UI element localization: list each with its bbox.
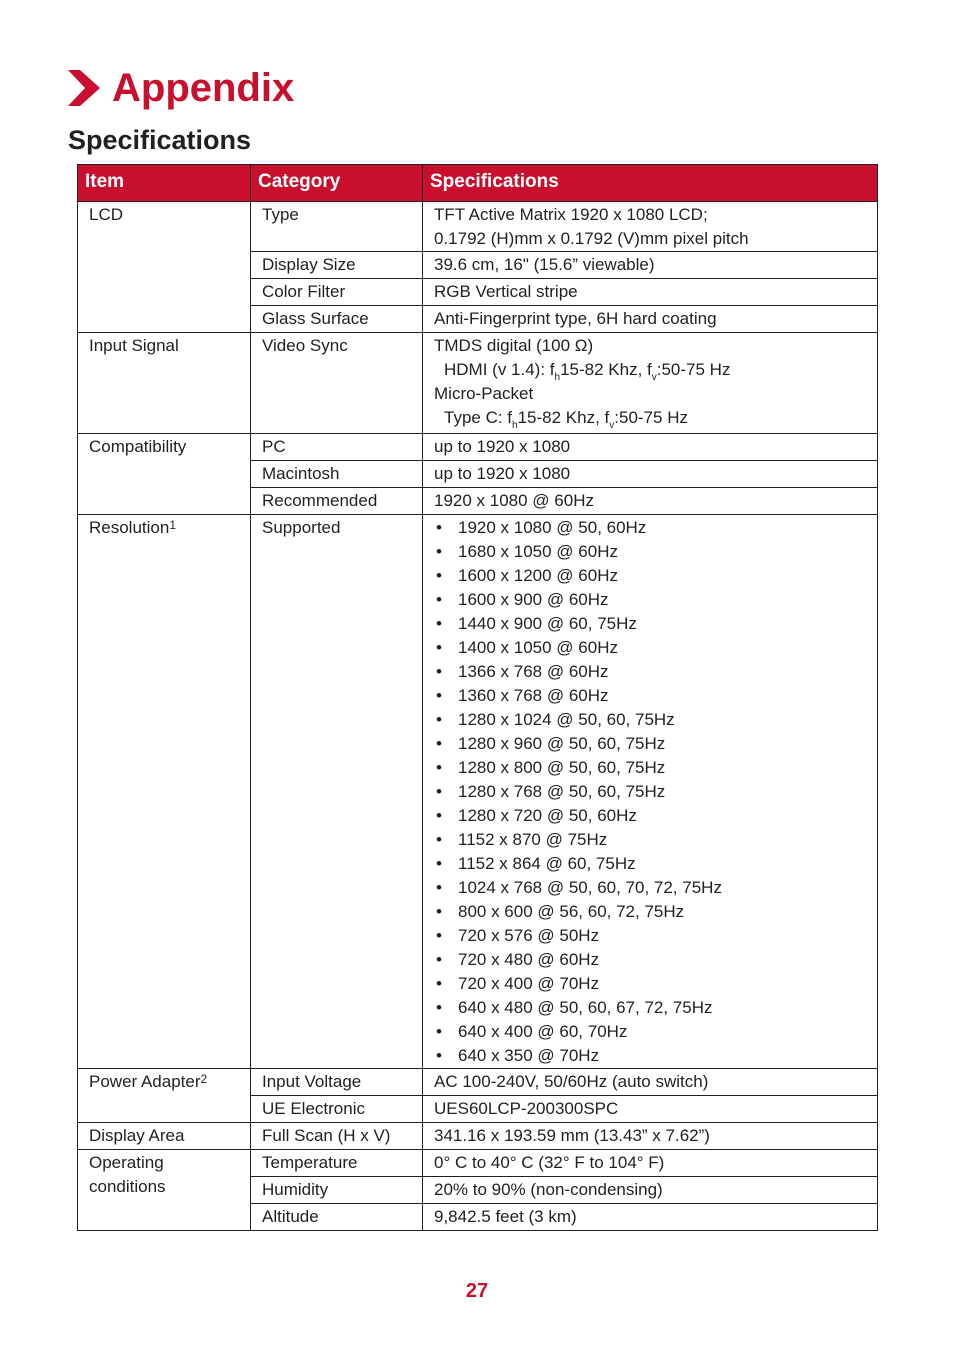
category-cell: Display Size xyxy=(251,252,423,279)
list-item: • 640 x 480 @ 50, 60, 67, 72, 75Hz xyxy=(434,996,869,1020)
spec-cell xyxy=(423,515,878,1069)
list-item: • 720 x 400 @ 70Hz xyxy=(434,972,869,996)
spec-cell: RGB Vertical stripe xyxy=(423,279,878,306)
category-cell: Full Scan (H x V) xyxy=(251,1123,423,1150)
type-c-line: Type C: $f_h15-82$ Khz, $f_v:50-75$ Hz xyxy=(444,408,688,431)
spec-line: 0.1792 (H)mm x 0.1792 (V)mm pixel pitch xyxy=(434,229,749,248)
list-item: • 1920 x 1080 @ 50, 60Hz xyxy=(434,516,869,540)
category-cell: UE Electronic xyxy=(251,1096,423,1123)
list-item: • 1360 x 768 @ 60Hz xyxy=(434,684,869,708)
list-item: • 640 x 400 @ 60, 70Hz xyxy=(434,1020,869,1044)
spec-cell xyxy=(423,333,878,434)
spec-cell: 341.16 x 193.59 mm (13.43” x 7.62”) xyxy=(423,1123,878,1150)
spec-cell: 9,842.5 feet (3 km) xyxy=(423,1204,878,1231)
category-cell: Input Voltage xyxy=(251,1069,423,1096)
list-item: • 1152 x 870 @ 75Hz xyxy=(434,828,869,852)
list-item: • 1152 x 864 @ 60, 75Hz xyxy=(434,852,869,876)
footnote-mark: 2 xyxy=(200,1072,208,1086)
list-item: • 1280 x 1024 @ 50, 60, 75Hz xyxy=(434,708,869,732)
list-item: • 800 x 600 @ 56, 60, 72, 75Hz xyxy=(434,900,869,924)
header-item: Item xyxy=(78,165,251,202)
category-cell: Macintosh xyxy=(251,461,423,488)
chevron-right-icon xyxy=(66,70,100,106)
list-item: • 1600 x 900 @ 60Hz xyxy=(434,588,869,612)
list-item: • 1680 x 1050 @ 60Hz xyxy=(434,540,869,564)
spec-cell: UES60LCP-200300SPC xyxy=(423,1096,878,1123)
item-input-signal: Input Signal xyxy=(78,333,251,434)
category-cell: Video Sync xyxy=(251,333,423,434)
item-operating-conditions: Operating conditions xyxy=(78,1150,251,1231)
list-item: • 1440 x 900 @ 60, 75Hz xyxy=(434,612,869,636)
list-item: • 720 x 576 @ 50Hz xyxy=(434,924,869,948)
category-cell: Recommended xyxy=(251,488,423,515)
list-item: • 1280 x 800 @ 50, 60, 75Hz xyxy=(434,756,869,780)
category-cell: Glass Surface xyxy=(251,306,423,333)
page-number: 27 xyxy=(465,1280,489,1302)
spec-cell: 0° C to 40° C (32° F to 104° F) xyxy=(423,1150,878,1177)
table-row xyxy=(78,515,878,1069)
table-row xyxy=(78,202,878,252)
category-cell: Supported xyxy=(251,515,423,1069)
list-item: • 1400 x 1050 @ 60Hz xyxy=(434,636,869,660)
spec-cell: 1920 x 1080 @ 60Hz xyxy=(423,488,878,515)
list-item: • 1366 x 768 @ 60Hz xyxy=(434,660,869,684)
chapter-title: Appendix xyxy=(112,66,295,110)
header-category: Category xyxy=(251,165,423,202)
category-cell: Type xyxy=(251,202,423,252)
table-row xyxy=(78,1123,878,1150)
list-item: • 720 x 480 @ 60Hz xyxy=(434,948,869,972)
hdmi-line: HDMI (v 1.4): $f_h15-82$ Khz, $f_v:50-75$ Hz xyxy=(444,360,731,383)
footnote-mark: 1 xyxy=(169,518,177,532)
list-item: • 1024 x 768 @ 50, 60, 70, 72, 75Hz xyxy=(434,876,869,900)
resolution-list xyxy=(434,516,869,1068)
item-lcd: LCD xyxy=(78,202,251,333)
table-header-row xyxy=(78,165,878,202)
spec-cell xyxy=(423,202,878,252)
category-cell: Humidity xyxy=(251,1177,423,1204)
item-compatibility: Compatibility xyxy=(78,434,251,515)
table-row xyxy=(78,434,878,461)
table-row xyxy=(78,1069,878,1096)
spec-line: Micro-Packet xyxy=(434,384,534,403)
header-specifications: Specifications xyxy=(423,165,878,202)
list-item: • 1600 x 1200 @ 60Hz xyxy=(434,564,869,588)
spec-cell: up to 1920 x 1080 xyxy=(423,461,878,488)
list-item: • 1280 x 768 @ 50, 60, 75Hz xyxy=(434,780,869,804)
category-cell: Color Filter xyxy=(251,279,423,306)
spec-line: TFT Active Matrix 1920 x 1080 LCD; xyxy=(434,205,708,224)
list-item: • 640 x 350 @ 70Hz xyxy=(434,1044,869,1068)
list-item: • 1280 x 960 @ 50, 60, 75Hz xyxy=(434,732,869,756)
table-row xyxy=(78,333,878,434)
item-power-adapter: Power Adapter$^2$ xyxy=(78,1069,251,1123)
category-cell: PC xyxy=(251,434,423,461)
list-item: • 1280 x 720 @ 50, 60Hz xyxy=(434,804,869,828)
specifications-table xyxy=(77,164,878,1231)
category-cell: Altitude xyxy=(251,1204,423,1231)
chapter-heading xyxy=(66,62,294,114)
item-display-area: Display Area xyxy=(78,1123,251,1150)
spec-cell: 39.6 cm, 16" (15.6” viewable) xyxy=(423,252,878,279)
section-title: Specifications xyxy=(68,125,252,155)
spec-cell: AC 100-240V, 50/60Hz (auto switch) xyxy=(423,1069,878,1096)
category-cell: Temperature xyxy=(251,1150,423,1177)
item-resolution: Resolution$^1$ xyxy=(78,515,251,1069)
spec-cell: Anti-Fingerprint type, 6H hard coating xyxy=(423,306,878,333)
spec-line: TMDS digital (100 Ω) xyxy=(434,336,594,355)
spec-cell: up to 1920 x 1080 xyxy=(423,434,878,461)
table-row xyxy=(78,1150,878,1177)
spec-cell: 20% to 90% (non-condensing) xyxy=(423,1177,878,1204)
